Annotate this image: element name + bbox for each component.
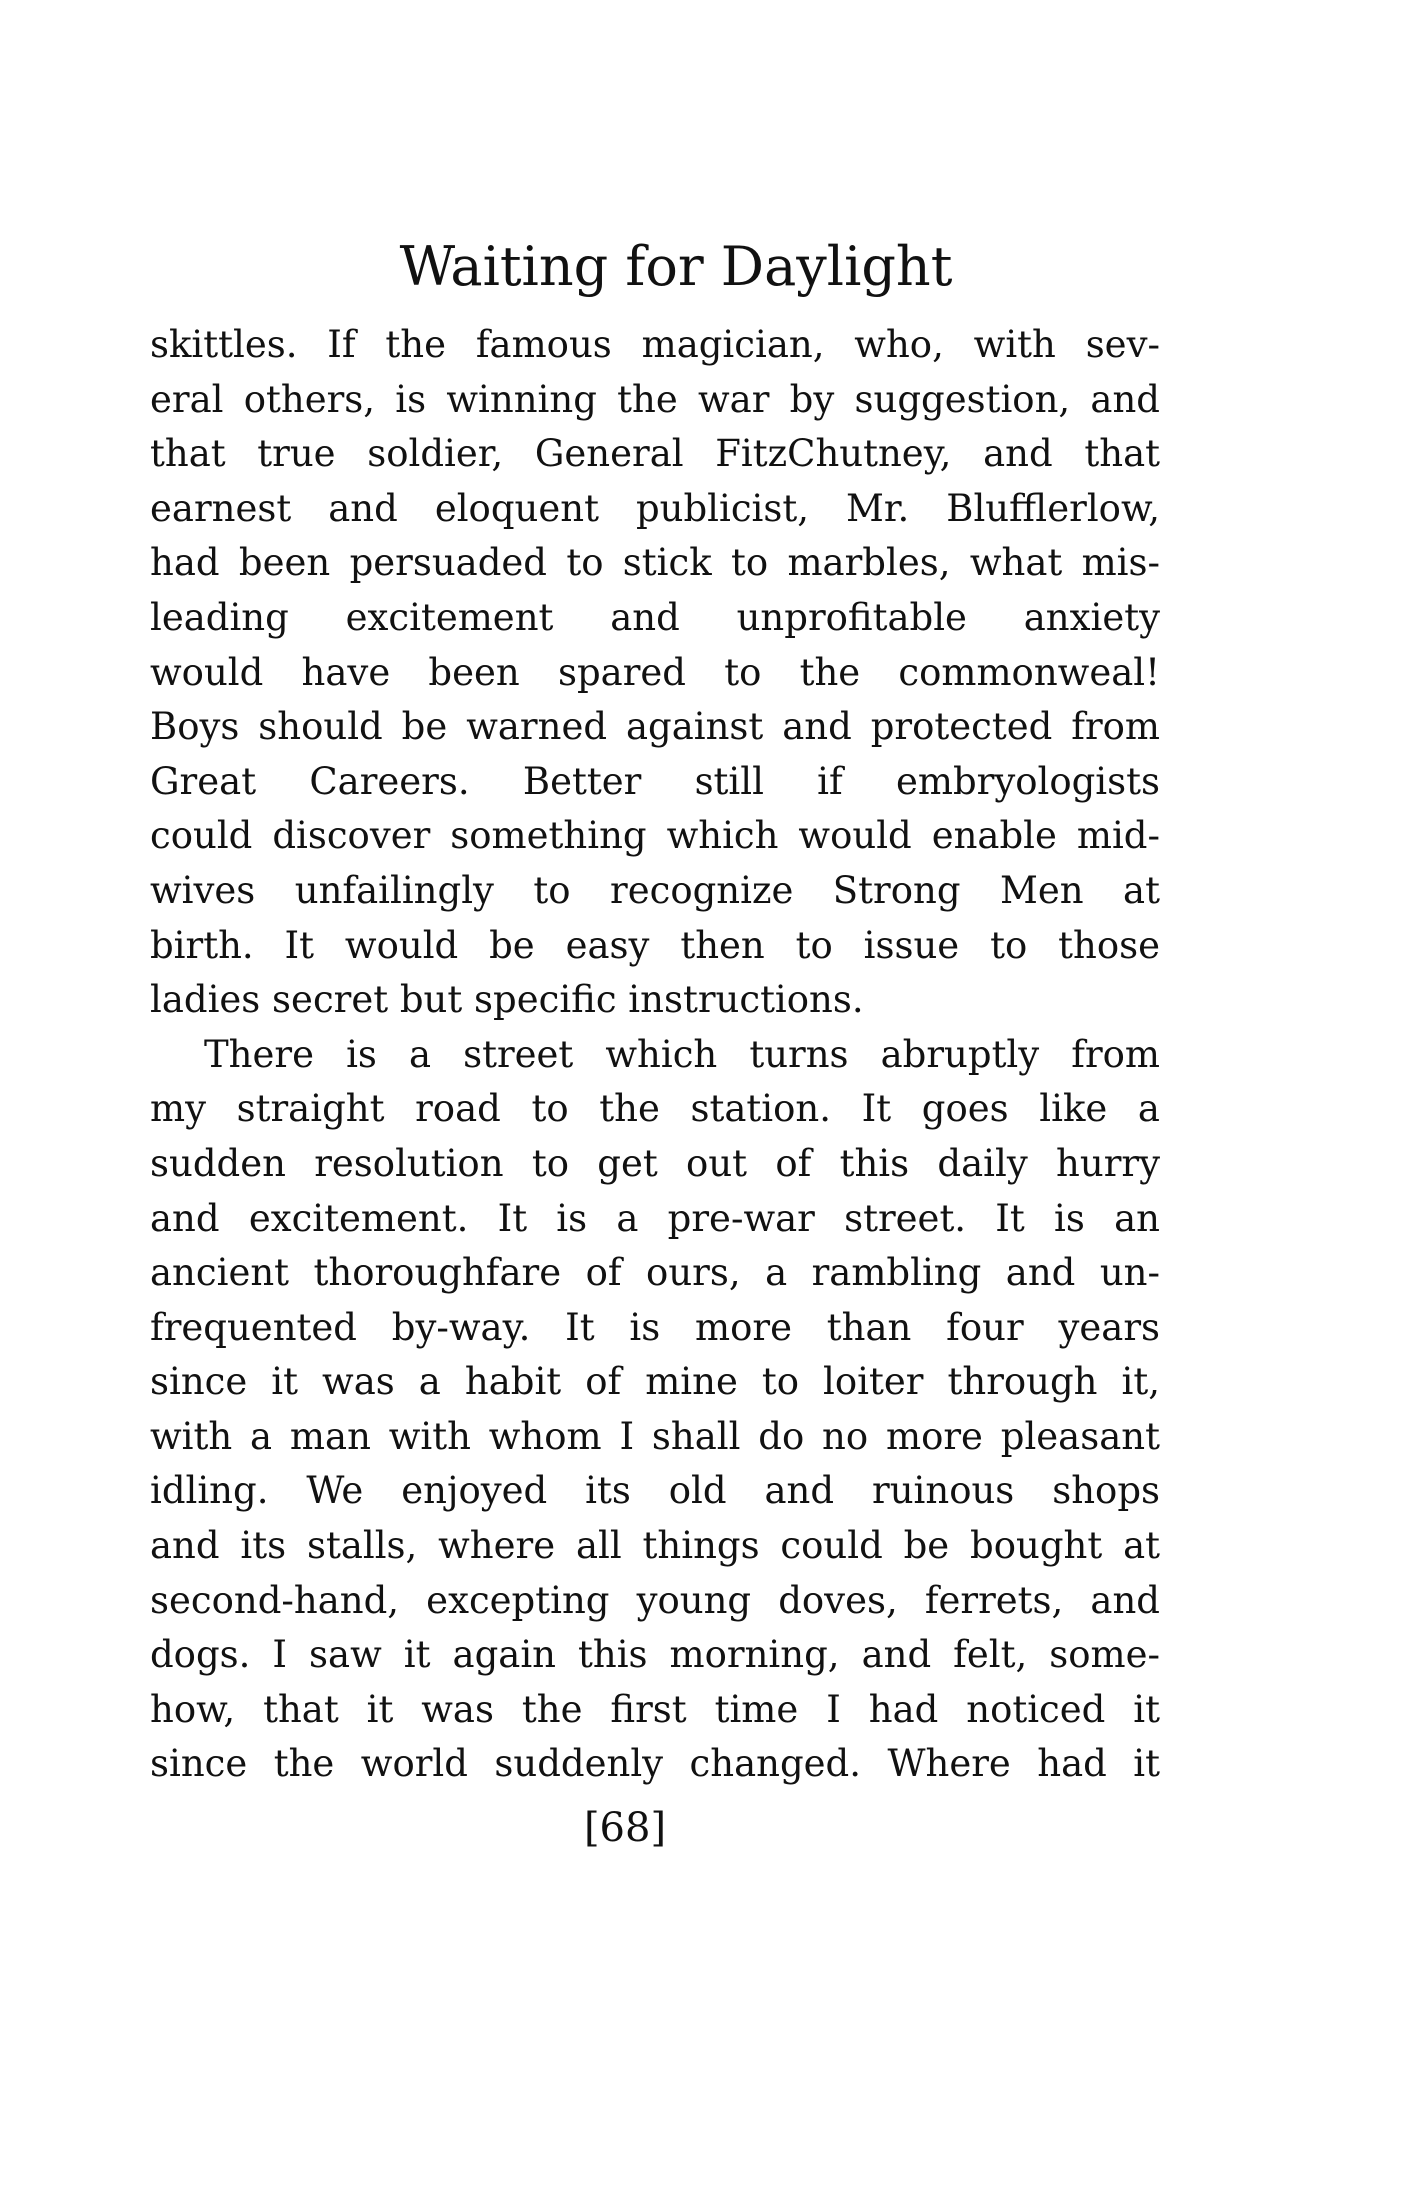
- text-line: second-hand, excepting young doves, ferrets, and: [150, 1578, 1160, 1622]
- text-line: would have been spared to the commonweal!: [150, 650, 1160, 694]
- text-line: ladies secret but specific instructions.: [150, 978, 864, 1022]
- text-line: birth. It would be easy then to issue to those: [150, 923, 1160, 967]
- text-line: eral others, is winning the war by suggestion, and: [150, 377, 1160, 421]
- page-number: [68]: [583, 1805, 667, 1851]
- text-line: and excitement. It is a pre-war street. It is an: [150, 1196, 1160, 1240]
- text-line: since it was a habit of mine to loiter through it,: [150, 1360, 1160, 1404]
- text-line: wives unfailingly to recognize Strong Men at: [150, 868, 1160, 912]
- text-line: frequented by-way. It is more than four years: [150, 1305, 1160, 1349]
- paragraph: [150, 1028, 1160, 1792]
- text-line: and its stalls, where all things could be bought at: [150, 1524, 1160, 1568]
- paragraph: [150, 318, 1160, 1028]
- body-text: [150, 318, 1160, 1792]
- text-line: skittles. If the famous magician, who, with sev-: [150, 323, 1160, 366]
- text-line: earnest and eloquent publicist, Mr. Blufflerlow,: [150, 486, 1160, 530]
- text-line: with a man with whom I shall do no more pleasant: [150, 1414, 1160, 1458]
- running-head: Waiting for Daylight: [399, 235, 953, 298]
- text-line: my straight road to the station. It goes like a: [150, 1087, 1160, 1131]
- text-line: that true soldier, General FitzChutney, and that: [150, 432, 1160, 476]
- text-line: ancient thoroughfare of ours, a rambling and un-: [150, 1251, 1160, 1295]
- text-line: how, that it was the first time I had noticed it: [150, 1687, 1160, 1731]
- text-line: leading excitement and unprofitable anxiety: [150, 595, 1160, 639]
- text-line: Boys should be warned against and protected from: [150, 705, 1160, 749]
- text-line: had been persuaded to stick to marbles, what mis-: [150, 541, 1160, 585]
- text-line: sudden resolution to get out of this daily hurry: [150, 1141, 1160, 1185]
- text-line: There is a street which turns abruptly from: [204, 1032, 1160, 1076]
- text-line: dogs. I saw it again this morning, and felt, some-: [150, 1633, 1160, 1677]
- text-line: Great Careers. Better still if embryologists: [150, 759, 1160, 803]
- text-line: could discover something which would enable mid-: [150, 814, 1160, 858]
- text-line: since the world suddenly changed. Where had it: [150, 1742, 1160, 1786]
- text-line: idling. We enjoyed its old and ruinous shops: [150, 1469, 1160, 1513]
